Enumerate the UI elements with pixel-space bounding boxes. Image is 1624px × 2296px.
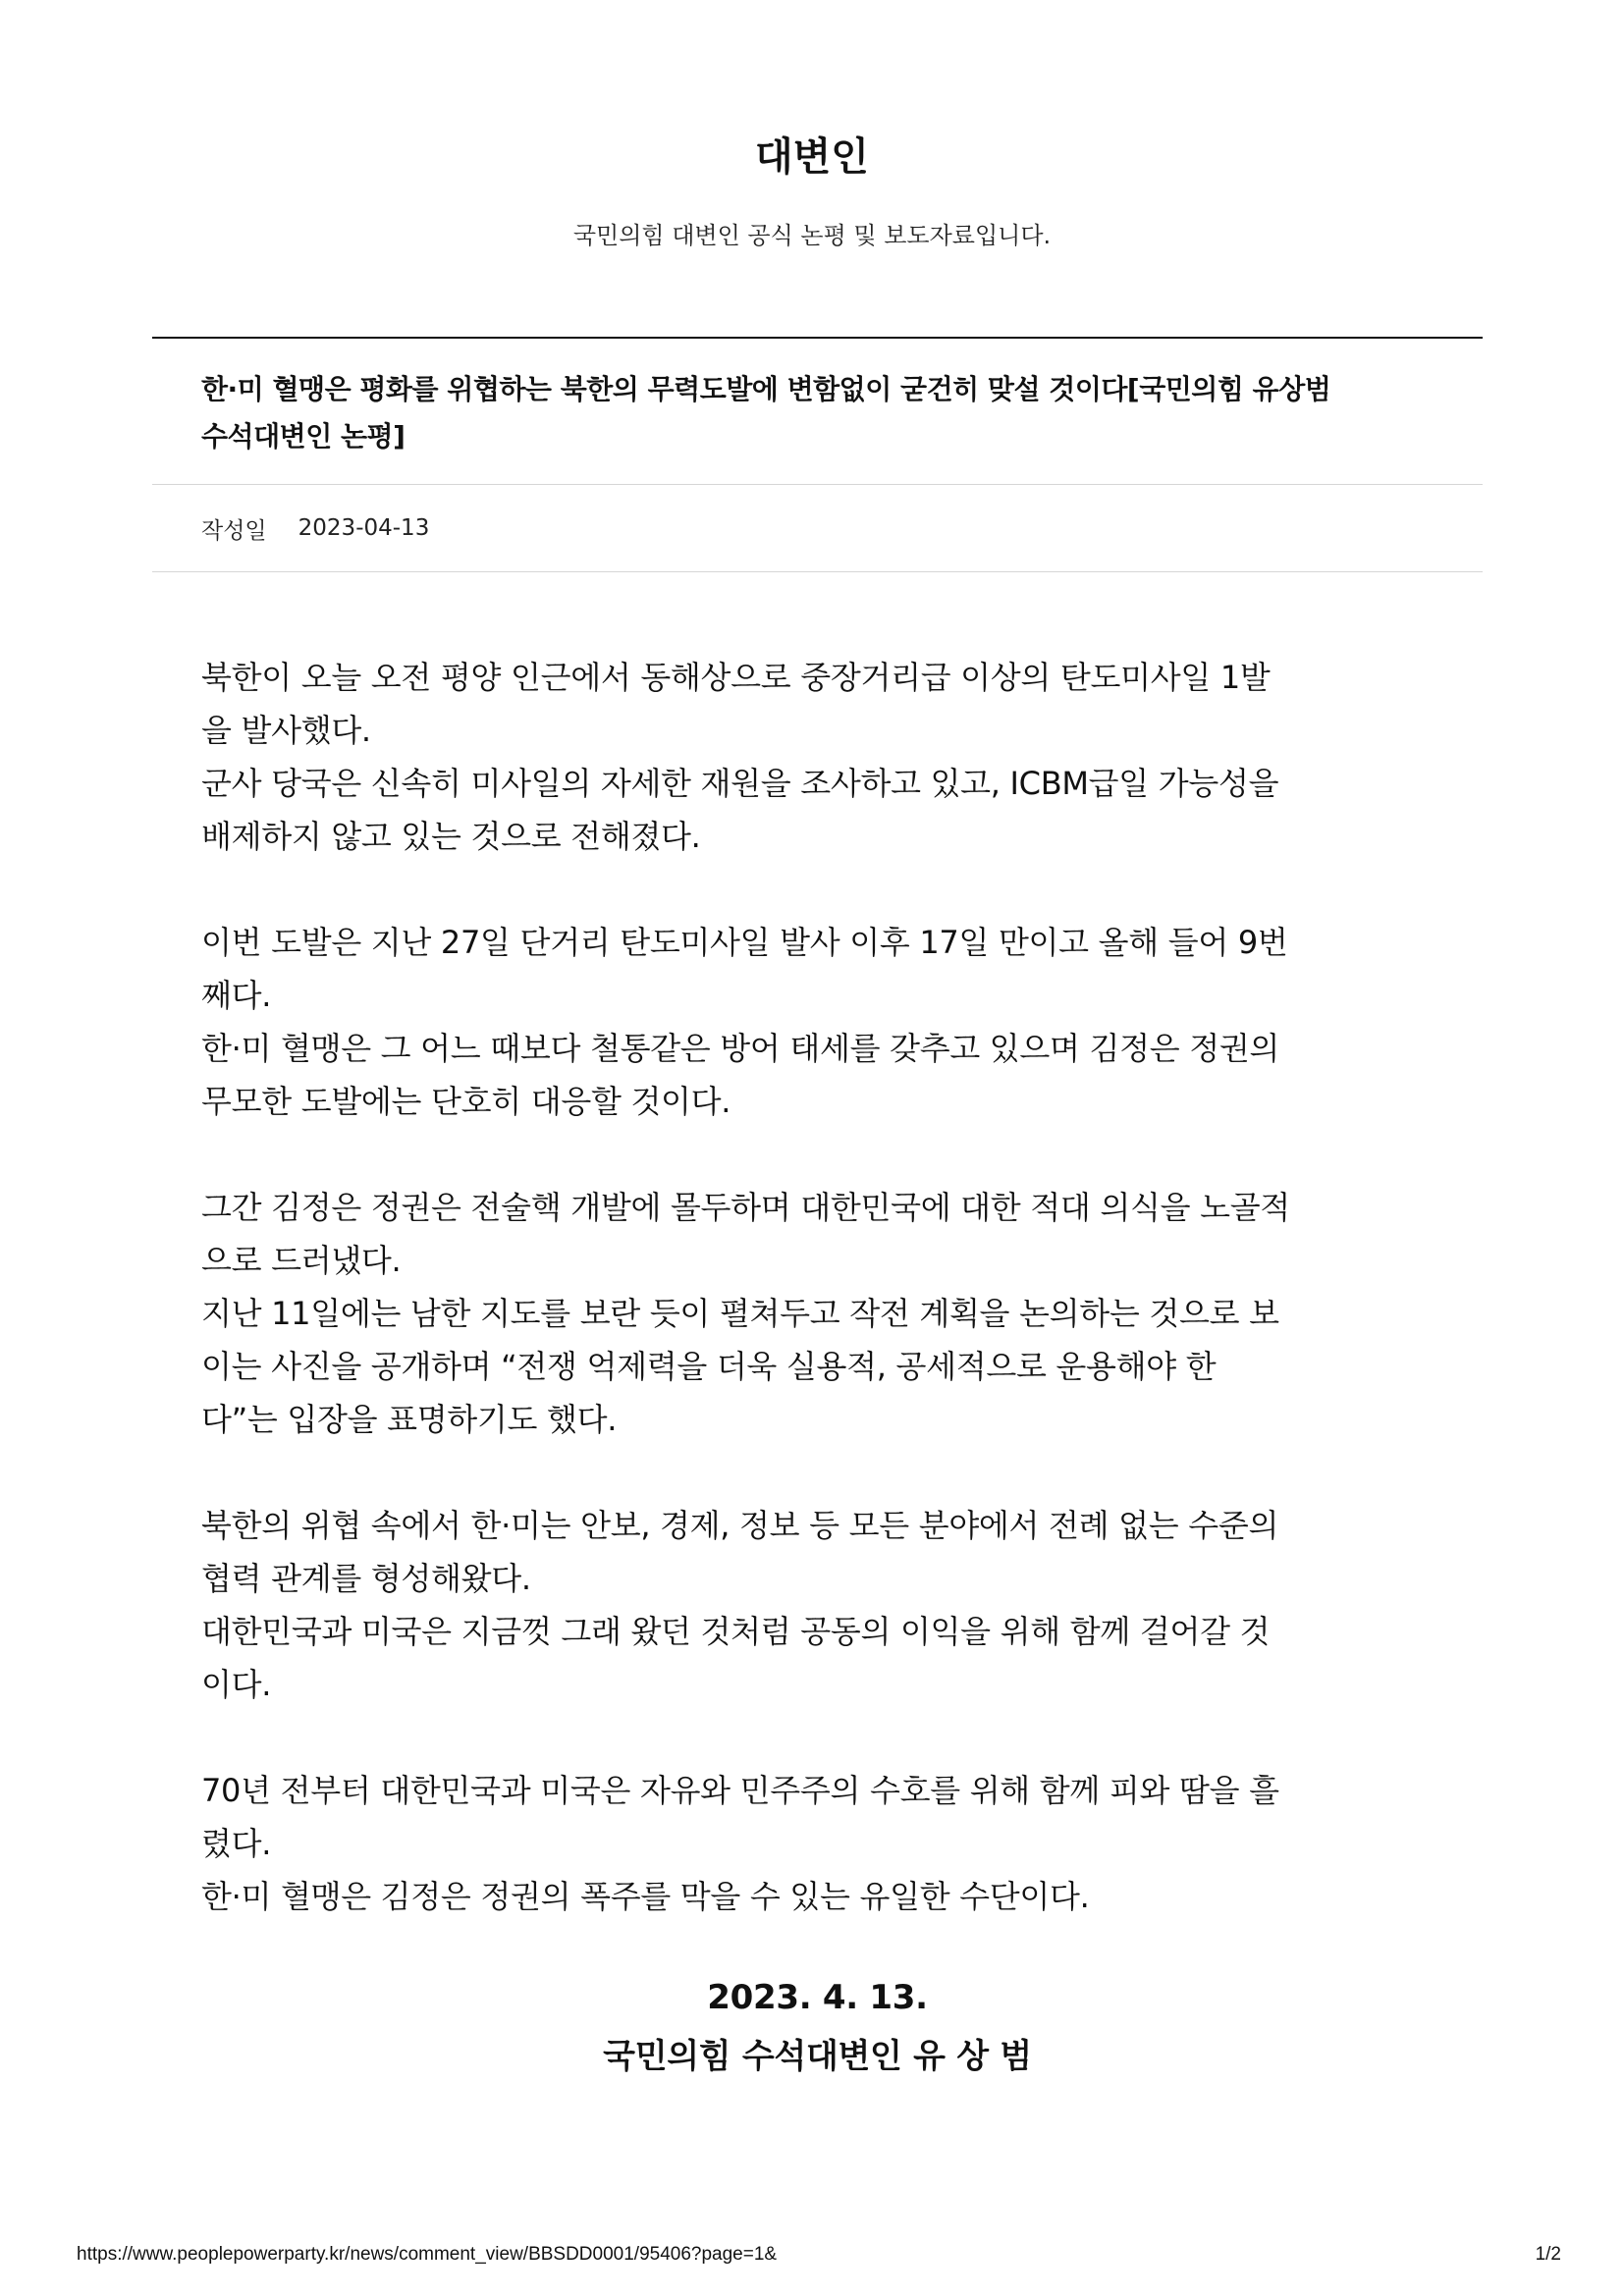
body-line: 이다. <box>201 1666 272 1703</box>
body-line: 북한이 오늘 오전 평양 인근에서 동해상으로 중장거리급 이상의 탄도미사일 1발 <box>201 659 1271 696</box>
date-label: 작성일 <box>201 517 267 544</box>
page-header <box>0 126 1624 253</box>
body-line: 한·미 혈맹은 그 어느 때보다 철통같은 방어 태세를 갖추고 있으며 김정은 정권의 <box>201 1030 1280 1067</box>
signoff-date: 2023. 4. 13. <box>707 1978 928 2017</box>
page-subtitle: 국민의힘 대변인 공식 논평 및 보도자료입니다. <box>572 222 1052 249</box>
signoff <box>201 1968 1434 2086</box>
body-line: 무모한 도발에는 단호히 대응할 것이다. <box>201 1083 731 1120</box>
page-url: https://www.peoplepowerparty.kr/news/comment_view/BBSDD0001/95406?page=1& <box>77 2244 778 2265</box>
article <box>152 337 1483 2086</box>
page-number: 1/2 <box>1535 2244 1561 2265</box>
body-line: 이는 사진을 공개하며 “전쟁 억제력을 더욱 실용적, 공세적으로 운용해야 한 <box>201 1348 1217 1385</box>
article-meta <box>152 485 1483 571</box>
body-line: 렸다. <box>201 1825 272 1862</box>
article-title-line: 수석대변인 논평] <box>201 420 406 453</box>
body-line: 군사 당국은 신속히 미사일의 자세한 재원을 조사하고 있고, ICBM급일 가능성을 <box>201 765 1279 802</box>
body-paragraph <box>201 1181 1434 1446</box>
article-title <box>152 339 1483 484</box>
print-footer <box>77 2244 1561 2266</box>
body-line: 째다. <box>201 977 272 1014</box>
body-paragraph <box>201 1764 1434 1923</box>
body-line: 을 발사했다. <box>201 712 371 749</box>
page-title: 대변인 <box>755 134 869 180</box>
body-line: 지난 11일에는 남한 지도를 보란 듯이 펼쳐두고 작전 계획을 논의하는 것으로 보 <box>201 1295 1279 1332</box>
body-paragraph <box>201 651 1434 863</box>
body-line: 대한민국과 미국은 지금껏 그래 왔던 것처럼 공동의 이익을 위해 함께 걸어갈 것 <box>201 1613 1271 1650</box>
body-line: 다”는 입장을 표명하기도 했다. <box>201 1401 618 1438</box>
body-paragraph <box>201 1499 1434 1711</box>
body-line: 협력 관계를 형성해왔다. <box>201 1560 531 1597</box>
body-line: 북한의 위협 속에서 한·미는 안보, 경제, 정보 등 모든 분야에서 전례 없는 수준의 <box>201 1507 1279 1544</box>
body-line: 배제하지 않고 있는 것으로 전해졌다. <box>201 818 701 855</box>
body-paragraph <box>201 916 1434 1128</box>
body-line: 이번 도발은 지난 27일 단거리 탄도미사일 발사 이후 17일 만이고 올해 들어 9번 <box>201 924 1288 961</box>
body-line: 그간 김정은 정권은 전술핵 개발에 몰두하며 대한민국에 대한 적대 의식을 노골적 <box>201 1189 1290 1226</box>
date-value: 2023-04-13 <box>298 515 430 541</box>
article-title-line: 한·미 혈맹은 평화를 위협하는 북한의 무력도발에 변함없이 굳건히 맞설 것이다[국민의힘 유상범 <box>201 373 1331 405</box>
signoff-author: 국민의힘 수석대변인 유 상 범 <box>603 2037 1032 2076</box>
body-line: 한·미 혈맹은 김정은 정권의 폭주를 막을 수 있는 유일한 수단이다. <box>201 1878 1090 1915</box>
body-line: 70년 전부터 대한민국과 미국은 자유와 민주주의 수호를 위해 함께 피와 땀을 흘 <box>201 1772 1279 1809</box>
body-line: 으로 드러냈다. <box>201 1242 402 1279</box>
article-body <box>152 572 1483 2086</box>
